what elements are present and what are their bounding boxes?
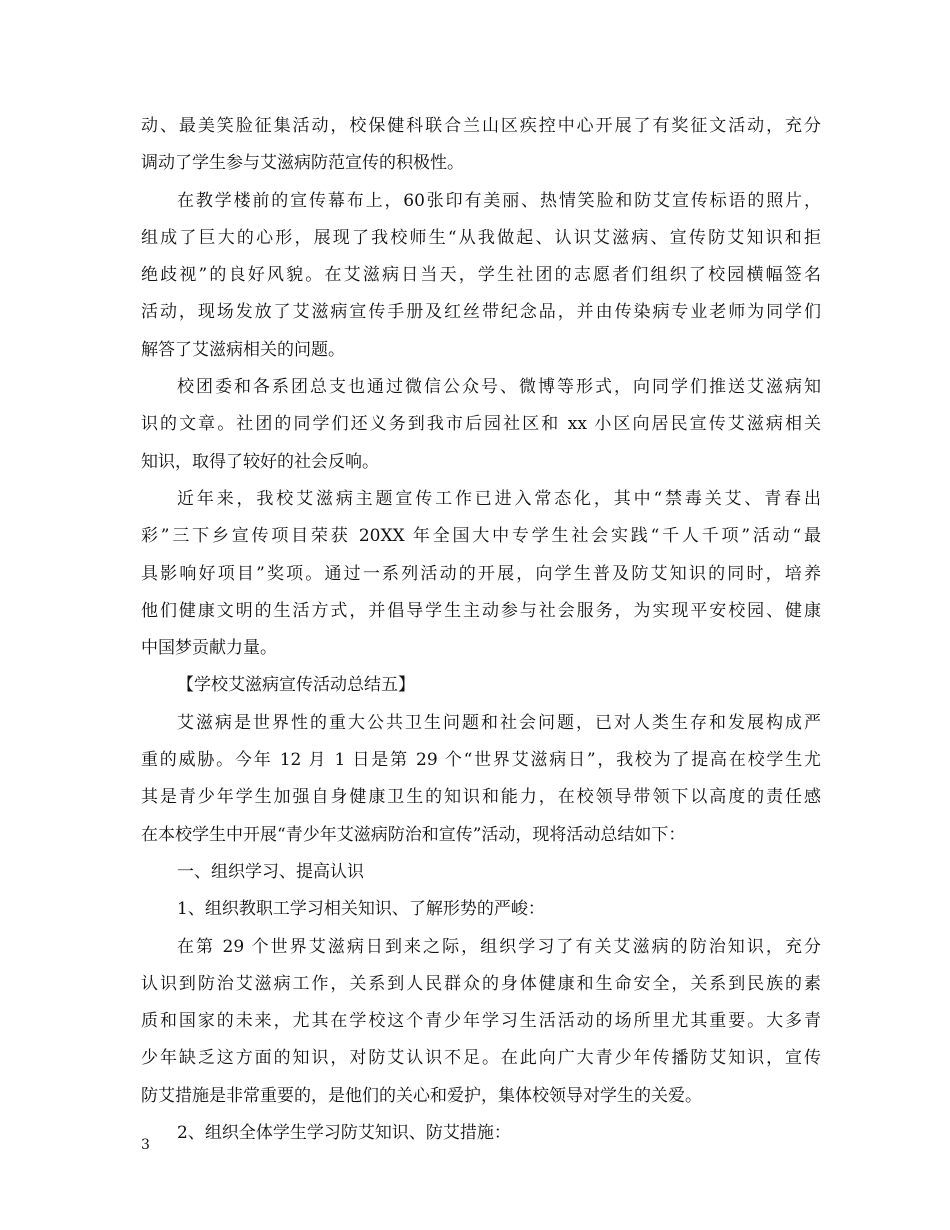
text-line: 在第 29 个世界艾滋病日到来之际，组织学习了有关艾滋病的防治知识，充分 (177, 936, 821, 957)
section-heading: 【学校艾滋病宣传活动总结五】 (177, 675, 415, 696)
text-line: 重的威胁。今年 12 月 1 日是第 29 个“世界艾滋病日”，我校为了提高在校学生尤 (141, 750, 821, 771)
text-line: 组成了巨大的心形，展现了我校师生“从我做起、认识艾滋病、宣传防艾知识和拒 (141, 227, 821, 248)
text-line: 防艾措施是非常重要的，是他们的关心和爱护，集体校领导对学生的关爱。 (141, 1085, 702, 1106)
text-line: 调动了学生参与艾滋病防范宣传的积极性。 (141, 153, 464, 174)
text-line: 在本校学生中开展“青少年艾滋病防治和宣传”活动，现将活动总结如下： (141, 824, 686, 845)
text-line: 校团委和各系团总支也通过微信公众号、微博等形式，向同学们推送艾滋病知 (177, 377, 821, 398)
text-line: 2、组织全体学生学习防艾知识、防艾措施： (177, 1123, 511, 1144)
text-line: 在教学楼前的宣传幕布上，60张印有美丽、热情笑脸和防艾宣传标语的照片， (177, 190, 821, 211)
text-line: 绝歧视”的良好风貌。在艾滋病日当天，学生社团的志愿者们组织了校园横幅签名 (141, 265, 821, 286)
text-line: 解答了艾滋病相关的问题。 (141, 339, 345, 360)
text-line: 他们健康文明的生活方式，并倡导学生主动参与社会服务，为实现平安校园、健康 (141, 600, 821, 621)
text-line: 一、组织学习、提高认识 (177, 861, 364, 882)
text-line: 艾滋病是世界性的重大公共卫生问题和社会问题，已对人类生存和发展构成严 (177, 712, 821, 733)
document-body (141, 108, 821, 1152)
text-line: 彩”三下乡宣传项目荣获 20XX 年全国大中专学生社会实践“千人千项”活动“最 (141, 526, 821, 547)
text-line: 认识到防治艾滋病工作，关系到人民群众的身体健康和生命安全，关系到民族的素 (141, 973, 821, 994)
text-line: 近年来，我校艾滋病主题宣传工作已进入常态化，其中“禁毒关艾、青春出 (177, 488, 821, 509)
text-line: 中国梦贡献力量。 (141, 638, 277, 659)
text-line: 少年缺乏这方面的知识，对防艾认识不足。在此向广大青少年传播防艾知识，宣传 (141, 1048, 821, 1069)
text-line: 质和国家的未来，尤其在学校这个青少年学习生活活动的场所里尤其重要。大多青 (141, 1011, 821, 1032)
text-line: 识的文章。社团的同学们还义务到我市后园社区和 xx 小区向居民宣传艾滋病相关 (141, 414, 821, 435)
text-line: 其是青少年学生加强自身健康卫生的知识和能力，在校领导带领下以高度的责任感 (141, 787, 821, 808)
text-line: 动、最美笑脸征集活动，校保健科联合兰山区疾控中心开展了有奖征文活动，充分 (141, 116, 821, 136)
text-line: 活动，现场发放了艾滋病宣传手册及红丝带纪念品，并由传染病专业老师为同学们 (141, 302, 821, 323)
page-number: 3 (141, 1137, 150, 1153)
text-line: 知识，取得了较好的社会反响。 (141, 451, 379, 472)
text-line: 1、组织教职工学习相关知识、了解形势的严峻： (177, 899, 545, 920)
text-line: 具影响好项目”奖项。通过一系列活动的开展，向学生普及防艾知识的同时，培养 (141, 563, 821, 584)
